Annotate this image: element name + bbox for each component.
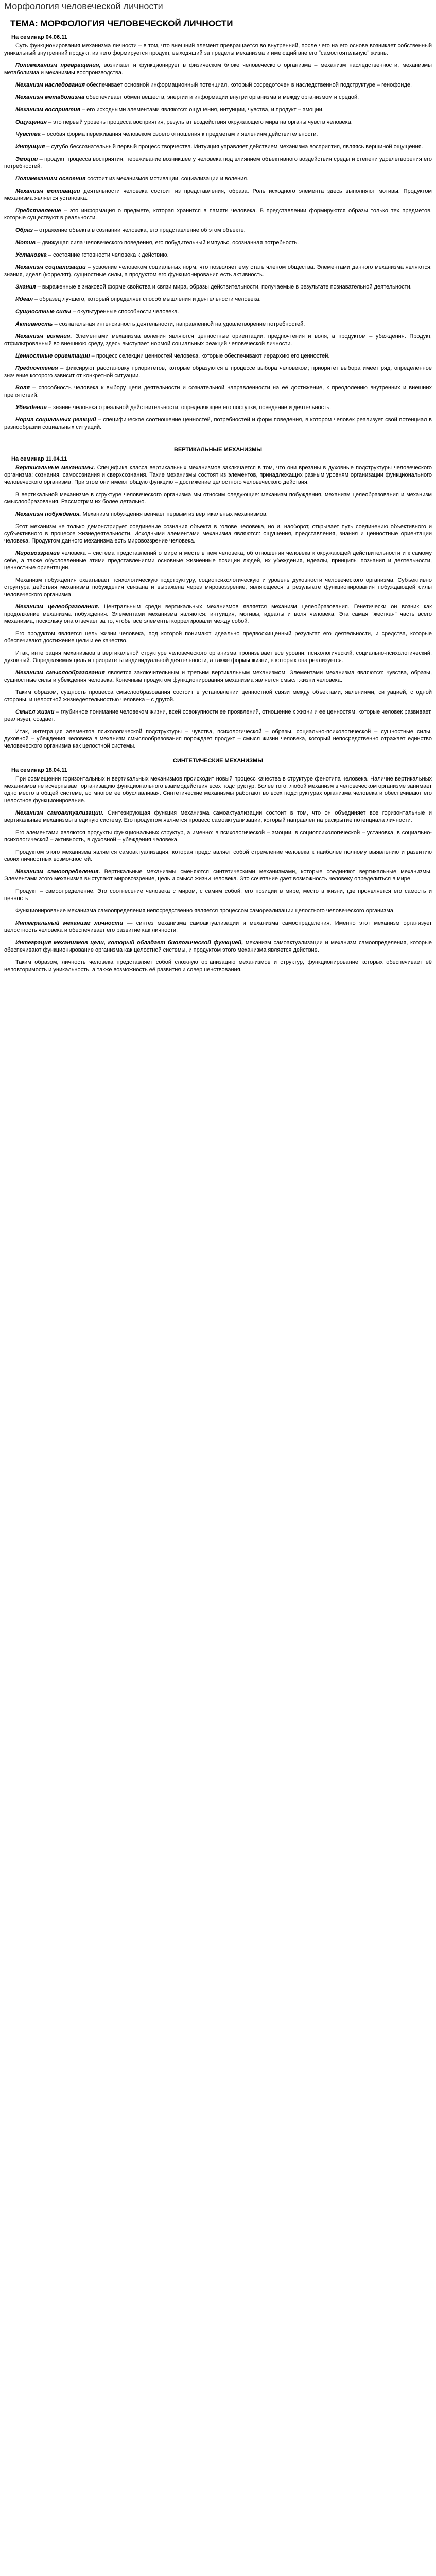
paragraph <box>4 959 432 973</box>
paragraph <box>4 320 432 328</box>
paragraph <box>4 156 432 170</box>
term: Ценностные ориентации <box>15 353 90 359</box>
definition-text: – глубинное понимание человеком жизни, всей совокупности ее проявлений, отношение к жизни и ее ценностям, которые человек развивает, реализует, создает. <box>4 709 432 722</box>
definition-text: обеспечивает основной информационный потенциал, который сосредоточен в наследственной подструктуре – генофонде. <box>85 82 412 88</box>
definition-text: деятельности человека состоит из представления, образа. Роль исходного элемента здесь выполняют мотивы. Продуктом механизма является установка. <box>4 188 432 201</box>
paragraph <box>4 577 432 598</box>
definition-text: Итак, интеграция элементов психологической подструктуры – чувства, психологической – образы, социально-психологической – сущностные силы, духовной – убеждения человека в механизм смыслообразования порождает продукт – смысл жизни человека, который непосредственно отражает единство человеческого организма как целостной системы. <box>4 728 432 749</box>
definition-text: обеспечивает обмен веществ, энергии и информации внутри организма и между организмом и средой. <box>84 94 359 100</box>
paragraph <box>4 775 432 804</box>
definition-text: механизм самоактуализации и механизм самоопределения, которые обеспечивают функционирование организма как целостной системы, и продуктом этого механизма является действие. <box>4 940 432 953</box>
paragraph <box>4 308 432 315</box>
definition-text: – образец лучшего, который определяет способ мышления и деятельности человека. <box>33 296 261 302</box>
definition-text: Продуктом этого механизма является самоактуализация, которая представляет собой стремление человека к наиболее полному выявлению и развитию своих личностных возможностей. <box>4 849 432 862</box>
term: Убеждения <box>15 404 47 411</box>
term: Механизм наследования <box>15 82 85 88</box>
term: Механизм социализации <box>15 264 86 270</box>
definition-text: – особая форма переживания человеком своего отношения к предметам и явлениям действительности. <box>40 131 318 138</box>
paragraph <box>4 333 432 347</box>
definition-text: состоит из механизмов мотивации, социализации и воления. <box>85 176 249 182</box>
paragraph <box>4 143 432 150</box>
definition-text: Итак, интеграция механизмов в вертикальной структуре человеческого организма пронизывает все уровни: психологический, социально-психологический, духовный. Определяемая цель и приоритеты индивидуальной деятельности, а также формы жизни, в которых она реализуется. <box>4 650 432 664</box>
term: Интуиция <box>15 144 45 150</box>
definition-text: Таким образом, личность человека представляет собой сложную организацию механизмов и структур, функционирование которых обеспечивает её неповторимость и уникальность, а также возможность её развития и совершенствования. <box>4 959 432 973</box>
paragraph <box>4 650 432 664</box>
term: Мировоззрение <box>15 550 60 556</box>
paragraph <box>4 94 432 101</box>
paragraph <box>4 669 432 684</box>
definition-text: Его элементами являются продукты функциональных структур, а именно: в психологической – эмоции, в социопсихологической – установка, в социально-психологической – активность, в духовной – убеждения человека. <box>4 829 432 843</box>
term: Механизм смыслообразования <box>15 670 105 676</box>
definition-text: Вертикальные механизмы сменяются синтетическими механизмами, которые соединяют вертикальные механизмы. Элементами этого механизма выступают мировоззрение, цель и смысл жизни человека. Это сочетание дает возможность человеку определиться в мире. <box>4 869 432 882</box>
term: Смысл жизни <box>15 709 55 715</box>
term: Норма социальных реакций <box>15 417 96 423</box>
paragraph <box>4 689 432 703</box>
paragraph <box>4 296 432 303</box>
definition-text: – продукт процесса восприятия, переживание возникшее у человека под влиянием объективного воздействия среды и степени удовлетворения его потребностей. <box>4 156 432 170</box>
paragraph <box>4 550 432 571</box>
term: Механизм воления. <box>15 333 72 340</box>
part3-paragraphs <box>4 775 432 973</box>
paragraph <box>4 849 432 863</box>
paragraph <box>4 708 432 723</box>
paragraph <box>4 384 432 399</box>
paragraph <box>4 464 432 486</box>
definition-text: В вертикальной механизме в структуре человеческого организма мы относим следующие: механизм побуждения, механизм целеобразования и механизм смыслообразования. Рассмотрим их более детально. <box>4 492 432 505</box>
paragraph <box>4 131 432 138</box>
definition-text: человека – система представлений о мире и месте в нем человека, об отношении человека к окружающей действительности и к самому себе, а также обусловленные этими представлениями основные жизненные позиции людей, их убеждения, идеалы, принципы познания и деятельности, ценностные ориентации. <box>4 550 432 571</box>
definition-text: – это первый уровень процесса восприятия, результат воздействия окружающего мира на органы чувств человека. <box>46 119 353 125</box>
term: Вертикальные механизмы. <box>15 465 95 471</box>
paragraph <box>4 523 432 545</box>
definition-text: Функционирование механизма самоопределения непосредственно является процессом самореализации целостного человеческого организма. <box>15 908 395 914</box>
definition-text: Специфика класса вертикальных механизмов заключается в том, что они врезаны в духовные подструктуры человеческого организма: сознания, самосознания и сверхсознания. Такие механизмы состоят из элементов, принадлежащих разным уровням организации функционального человеческого организма. При этом они имеют общую функцию – достижение целостного человеческого действия. <box>4 465 432 485</box>
term: Мотив <box>15 240 36 246</box>
definition-text: – движущая сила человеческого поведения, его побудительный импульс, осознанная потребность. <box>36 240 299 246</box>
paragraph <box>4 920 432 934</box>
paragraph <box>4 728 432 750</box>
term: Механизм метаболизма <box>15 94 85 100</box>
paragraph <box>4 239 432 246</box>
definition-text: Центральным среди вертикальных механизмов является механизм целеобразования. Генетически он возник как продолжение механизма побуждения. Элементами механизма являются: интуиция, мотивы, идеалы и воля человека. Эта самая "жесткая" часть всего механизма, поскольку она отвечает за то, чтобы все элементы коррелировали между собой. <box>4 604 432 624</box>
definition-text: – сознательная интенсивность деятельности, направленной на удовлетворение потребностей. <box>53 321 305 327</box>
definition-text: Механизм побуждения венчает первым из вертикальных механизмов. <box>81 511 268 517</box>
definition-text: Его продуктом является цель жизни человека, под которой понимают идеально предвосхищенный результат его деятельности, и средства, которые обеспечивают достижение цели и ее качество. <box>4 631 432 644</box>
term: Ощущения <box>15 119 47 125</box>
definition-text: – фиксируют расстановку приоритетов, которые образуются в процессе выбора человеком; приоритет выбора имеет ряд, определенное значение которого зависит от конкретной ситуации. <box>4 365 432 379</box>
paragraph <box>4 404 432 411</box>
definition-text: – окультуренные способности человека. <box>71 309 179 315</box>
seminar-date-1: На семинар 04.06.11 <box>11 34 67 40</box>
term: Интеграция механизмов цели, который обладает биологической функцией, <box>15 940 243 946</box>
definition-text: – состояние готовности человека к действию. <box>46 252 169 258</box>
definition-text: является заключительным и третьим вертикальным механизмом. Элементами механизма являются: чувства, образы, сущностные силы и убеждения человека. Конечным продуктом функционирования механизма является смысл жизни человека. <box>4 670 432 683</box>
paragraph <box>4 81 432 89</box>
definition-text: Механизм побуждения охватывает психологическую подструктуру, социопсихологическую и уровень духовности человеческого организма. Субъективно структура действия механизма побуждения связана и выражена через мировоззрение, являющееся в результате функционирования побуждающей силы человеческого организма. <box>4 577 432 598</box>
paragraph <box>4 416 432 431</box>
paragraph <box>4 809 432 824</box>
definition-text: – это информация о предмете, которая хранится в памяти человека. В представлении формируются образы только тех предметов, которые существуют в реальности. <box>4 208 432 221</box>
definition-text: – способность человека к выбору цели деятельности и сознательной направленности на её достижение, к преодолению внутренних и внешних препятствий. <box>4 385 432 398</box>
definition-text: Этот механизм не только демонстрирует соединение сознания объекта в голове человека, но и, наоборот, открывает путь соединению объективного и субъективного в процессе жизнедеятельности. Исходными элементами механизма являются: ощущения, представления, знания и ценностные ориентации человека. Продуктом данного механизма есть мировоззрение человека. <box>4 523 432 544</box>
definition-text: Таким образом, сущность процесса смыслообразования состоит в установлении ценностной связи между объектами, явлениями, ситуацией, с одной стороны, и целостной жизнедеятельностью человека – с другой. <box>4 689 432 703</box>
paragraph <box>4 175 432 182</box>
definition-text: – его исходными элементами являются: ощущения, интуиции, чувства, и продукт – эмоции. <box>80 107 324 113</box>
definition-text: — синтез механизма самоактуализации и механизма самоопределения. Именно этот механизм организует целостность человека и обеспечивает его развитие как личности. <box>4 920 432 934</box>
paragraph <box>4 264 432 278</box>
document-title: Морфология человеческой личности <box>4 1 432 14</box>
section-heading-vertical: ВЕРТИКАЛЬНЫЕ МЕХАНИЗМЫ <box>173 447 263 453</box>
term: Механизм мотивации <box>15 188 80 194</box>
paragraph <box>4 868 432 883</box>
definition-text: – сугубо бессознательный первый процесс творчества. Интуиция управляет действием механизма восприятия, являясь вершиной ощущения. <box>45 144 423 150</box>
definition-text: Синтезирующая функция механизма самоактуализации состоит в том, что он объединяет все горизонтальные и вертикальные механизмы в единую систему. Его продуктом является процесс самоактуализации, который направлен на раскрытие потенциала личности. <box>4 810 432 823</box>
paragraph <box>4 907 432 914</box>
paragraph <box>4 352 432 360</box>
definition-text: – отражение объекта в сознании человека, его представление об этом объекте. <box>32 227 246 233</box>
definition-text: Продукт – самоопределение. Это соотнесение человека с миром, с самим собой, его позиции в мире, место в жизни, где проявляется его самость и ценность. <box>4 888 432 902</box>
section-heading-synthetic: СИНТЕТИЧЕСКИЕ МЕХАНИЗМЫ <box>173 758 263 764</box>
definition-text: – специфическое соотношение ценностей, потребностей и форм поведения, в котором человек реализует свой потенциал в разнообразии социальных ситуаций. <box>4 417 432 430</box>
term: Механизм восприятия <box>15 107 81 113</box>
paragraph <box>4 207 432 222</box>
term: Знания <box>15 284 36 290</box>
definition-text: – выраженные в знаковой форме свойства и связи мира, образы действительности, получаемые в результате познавательной деятельности. <box>36 284 412 290</box>
paragraph <box>4 603 432 625</box>
seminar-date-2: На семинар 11.04.11 <box>11 456 67 462</box>
term: Воля <box>15 385 30 391</box>
term: Предпочтения <box>15 365 58 371</box>
paragraph <box>4 62 432 76</box>
definition-text: – знание человека о реальной действительности, определяющее его поступки, поведение и деятельность. <box>46 404 332 411</box>
paragraph <box>4 283 432 291</box>
seminar-date-3: На семинар 18.04.11 <box>11 767 67 773</box>
paragraph <box>4 888 432 902</box>
paragraph <box>4 829 432 843</box>
paragraph <box>4 939 432 954</box>
definition-text: – усвоение человеком социальных норм, что позволяет ему стать членом общества. Элементами данного механизма являются: знания, идеал (коррелят), сущностные силы, а продуктом его функционирования есть активность. <box>4 264 432 278</box>
paragraph <box>4 630 432 645</box>
term: Идеал <box>15 296 33 302</box>
paragraph <box>4 511 432 518</box>
definition-text: возникает и функционирует в физическом блоке человеческого организма – механизм наследственности, механизмы метаболизма и механизмы воспроизводства. <box>4 62 432 76</box>
term: Полимеханизм превращения, <box>15 62 101 69</box>
paragraph <box>4 365 432 379</box>
term: Механизм побуждения. <box>15 511 81 517</box>
paragraph <box>4 106 432 113</box>
definition-text: – процесс селекции ценностей человека, которые обеспечивают иерархию его ценностей. <box>90 353 330 359</box>
term: Образ <box>15 227 33 233</box>
intro-paragraph: Суть функционирования механизма личности – в том, что внешний элемент превращается во внутренний, после чего на его основе возникает собственный уникальный внутренний продукт, из него формируется продукт, выходящий за пределы механизма и имеющий вне его "самостоятельную" жизнь. <box>4 43 432 56</box>
definition-text: Элементами механизма воления являются ценностные ориентации, предпочтения и воля, а продуктом – убеждения. Продукт, отфильтрованный во внешнюю среду, здесь выступает нормой социальных реакций человеческой личности. <box>4 333 432 347</box>
part2-paragraphs <box>4 464 432 750</box>
document-page <box>0 0 436 973</box>
term: Представление <box>15 208 61 214</box>
term: Чувства <box>15 131 41 138</box>
term: Интегральный механизм личности <box>15 920 124 926</box>
part1-paragraphs <box>4 62 432 431</box>
term: Полимеханизм освоения <box>15 176 86 182</box>
paragraph <box>4 491 432 505</box>
term: Эмоции <box>15 156 38 162</box>
paragraph <box>4 118 432 126</box>
topic-heading: ТЕМА: МОРФОЛОГИЯ ЧЕЛОВЕЧЕСКОЙ ЛИЧНОСТИ <box>10 19 233 28</box>
term: Механизм целеобразования. <box>15 604 100 610</box>
term: Механизм самоопределения. <box>15 869 100 875</box>
term: Механизм самоактуализации. <box>15 810 104 816</box>
term: Сущностные силы <box>15 309 71 315</box>
term: Активность <box>15 321 53 327</box>
paragraph <box>4 251 432 259</box>
paragraph <box>4 188 432 202</box>
paragraph <box>4 227 432 234</box>
definition-text: При совмещении горизонтальных и вертикальных механизмов происходит новый процесс качества в структуре фенотипа человека. Наличие вертикальных механизмов не исчерпывает организацию функционального взаимодействия всех подструктур. Более того, любой механизм в человеческом организме занимает одно место в общей системе, во многом ее обуславливая. Синтетические механизмы работают во всех подструктурах организма человека и обеспечивают его целостное функционирование. <box>4 776 432 804</box>
term: Установка <box>15 252 47 258</box>
